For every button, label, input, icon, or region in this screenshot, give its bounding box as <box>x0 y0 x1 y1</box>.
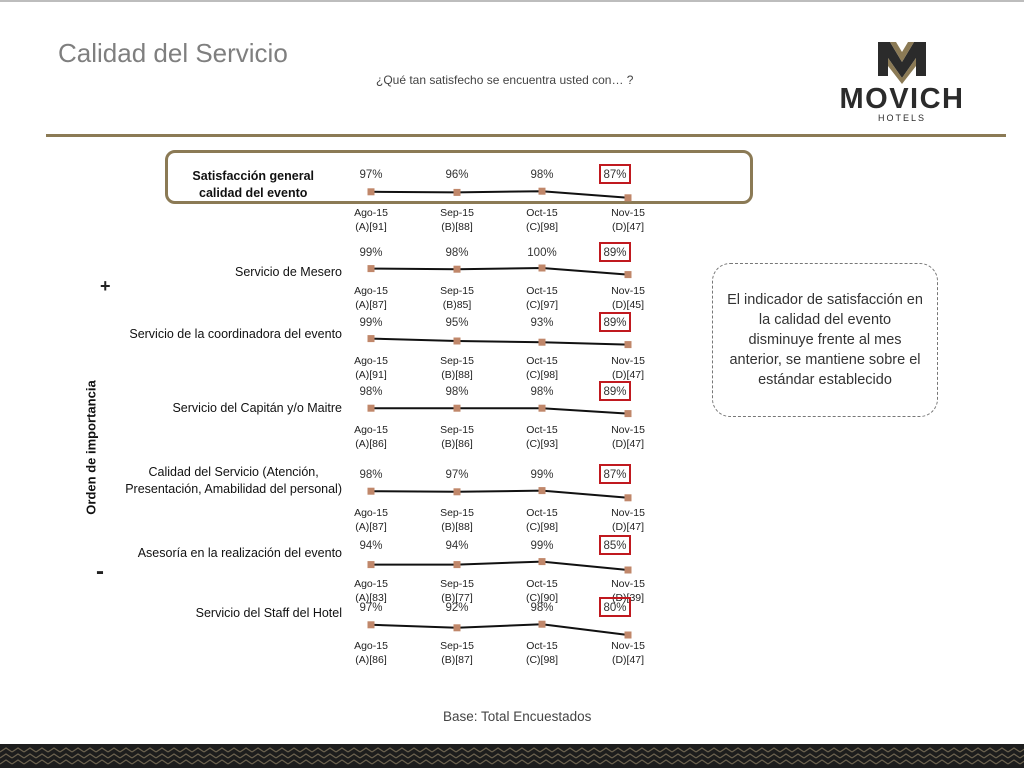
row-label-2: Servicio de la coordinadora del evento <box>129 327 342 341</box>
series-1-tick-label-2: Oct-15 <box>526 285 558 297</box>
series-2-tick-label-1: Sep-15 <box>440 355 474 367</box>
series-2-value-label-1: 95% <box>445 317 469 329</box>
series-3-base-label-3: (D)[47] <box>611 438 645 450</box>
series-1-value-label-2: 100% <box>527 247 557 259</box>
row-label-6: Servicio del Staff del Hotel <box>195 606 342 620</box>
series-6-base-label-3: (D)[47] <box>611 654 645 666</box>
series-5-tick-label-0: Ago-15 <box>354 578 388 590</box>
series-1-tick-label-3: Nov-15 <box>611 285 645 297</box>
series-5-point-0 <box>368 561 375 568</box>
series-5-value-label-1: 94% <box>445 540 469 552</box>
series-0-value-label-3: 87% <box>603 169 627 181</box>
series-5-value-label-3: 85% <box>603 540 627 552</box>
series-0-tick-label-2: Oct-15 <box>526 207 558 219</box>
series-0-base-label-1: (B)[88] <box>441 221 473 233</box>
series-5-tick-label-2: Oct-15 <box>526 578 558 590</box>
survey-question: ¿Qué tan satisfecho se encuentra usted con… ? <box>376 73 634 87</box>
series-3-base-label-1: (B)[86] <box>441 438 473 450</box>
series-5-point-3 <box>625 567 632 574</box>
series-4-line <box>371 491 628 498</box>
row-label-5: Asesoría en la realización del evento <box>137 546 342 560</box>
series-6-point-1 <box>454 624 461 631</box>
importance-axis-label: Orden de importancia <box>83 380 99 515</box>
series-2-base-label-0: (A)[91] <box>355 369 387 381</box>
series-1-base-label-0: (A)[87] <box>355 299 387 311</box>
series-5-line <box>371 562 628 570</box>
series-5-point-1 <box>454 561 461 568</box>
series-6-point-0 <box>368 621 375 628</box>
insight-callout-text: El indicador de satisfacción en la calidad del evento disminuye frente al mes anterior, se mantiene sobre el estándar establecido <box>727 292 923 388</box>
series-1-value-label-0: 99% <box>359 247 383 259</box>
row-label-4-line2: Presentación, Amabilidad del personal) <box>125 482 342 496</box>
series-3-tick-label-2: Oct-15 <box>526 424 558 436</box>
series-4-base-label-0: (A)[87] <box>355 521 387 533</box>
series-3-point-3 <box>625 410 632 417</box>
series-5-tick-label-1: Sep-15 <box>440 578 474 590</box>
series-6-value-label-3: 80% <box>603 602 627 614</box>
series-0-base-label-0: (A)[91] <box>355 221 387 233</box>
base-note: Base: Total Encuestados <box>443 709 592 724</box>
series-0-point-3 <box>625 194 632 201</box>
series-0-tick-label-1: Sep-15 <box>440 207 474 219</box>
series-2-point-0 <box>368 335 375 342</box>
series-6-point-3 <box>625 632 632 639</box>
series-3-point-1 <box>454 405 461 412</box>
series-0-tick-label-3: Nov-15 <box>611 207 645 219</box>
series-3-tick-label-0: Ago-15 <box>354 424 388 436</box>
series-3-point-0 <box>368 405 375 412</box>
series-1-point-3 <box>625 271 632 278</box>
series-0-tick-label-0: Ago-15 <box>354 207 388 219</box>
series-2-base-label-1: (B)[88] <box>441 369 473 381</box>
series-4-tick-label-1: Sep-15 <box>440 507 474 519</box>
series-2-tick-label-3: Nov-15 <box>611 355 645 367</box>
series-1-base-label-2: (C)[97] <box>525 299 559 311</box>
plus-sign: + <box>100 276 111 296</box>
series-3-tick-label-1: Sep-15 <box>440 424 474 436</box>
series-6-value-label-2: 98% <box>530 602 554 614</box>
series-4-point-2 <box>539 487 546 494</box>
series-6-base-label-0: (A)[86] <box>355 654 387 666</box>
series-3-base-label-0: (A)[86] <box>355 438 387 450</box>
series-2-value-label-3: 89% <box>603 317 627 329</box>
page-title: Calidad del Servicio <box>58 38 288 68</box>
footer-pattern <box>0 744 1024 768</box>
row-label-4-line1: Calidad del Servicio (Atención, <box>148 465 319 479</box>
insight-callout <box>712 263 938 417</box>
series-6-tick-label-0: Ago-15 <box>354 640 388 652</box>
series-6-point-2 <box>539 621 546 628</box>
series-0-value-label-0: 97% <box>359 169 383 181</box>
series-4-tick-label-0: Ago-15 <box>354 507 388 519</box>
series-3-line <box>371 408 628 413</box>
series-5-base-label-1: (B)[77] <box>441 592 473 604</box>
series-0-point-2 <box>539 188 546 195</box>
series-5-base-label-3: (D)[39] <box>611 592 645 604</box>
series-2-tick-label-2: Oct-15 <box>526 355 558 367</box>
series-4-value-label-2: 99% <box>530 469 554 481</box>
series-4-base-label-3: (D)[47] <box>611 521 645 533</box>
series-2-point-3 <box>625 341 632 348</box>
series-5-value-label-0: 94% <box>359 540 383 552</box>
series-1-point-0 <box>368 265 375 272</box>
series-2-tick-label-0: Ago-15 <box>354 355 388 367</box>
series-4-base-label-2: (C)[98] <box>525 521 559 533</box>
series-3-value-label-0: 98% <box>359 386 383 398</box>
series-0-value-label-2: 98% <box>530 169 554 181</box>
series-3-value-label-2: 98% <box>530 386 554 398</box>
series-6-tick-label-2: Oct-15 <box>526 640 558 652</box>
row-label-3: Servicio del Capitán y/o Maitre <box>172 401 342 415</box>
series-4-point-1 <box>454 488 461 495</box>
series-4-point-0 <box>368 488 375 495</box>
logo-sub-text: HOTELS <box>877 113 927 123</box>
series-4-value-label-0: 98% <box>359 469 383 481</box>
series-5-value-label-2: 99% <box>530 540 554 552</box>
series-0-line <box>371 191 628 198</box>
series-5-tick-label-3: Nov-15 <box>611 578 645 590</box>
series-4-tick-label-3: Nov-15 <box>611 507 645 519</box>
row-label-0-line1: Satisfacción general <box>192 169 314 183</box>
series-3-base-label-2: (C)[93] <box>525 438 559 450</box>
series-6-tick-label-1: Sep-15 <box>440 640 474 652</box>
series-2-value-label-2: 93% <box>530 317 554 329</box>
series-4-base-label-1: (B)[88] <box>441 521 473 533</box>
series-4-tick-label-2: Oct-15 <box>526 507 558 519</box>
series-6-value-label-1: 92% <box>445 602 469 614</box>
series-0-point-1 <box>454 189 461 196</box>
series-5-base-label-2: (C)[90] <box>525 592 559 604</box>
series-1-tick-label-1: Sep-15 <box>440 285 474 297</box>
series-5-point-2 <box>539 558 546 565</box>
series-4-point-3 <box>625 494 632 501</box>
series-1-tick-label-0: Ago-15 <box>354 285 388 297</box>
series-1-value-label-3: 89% <box>603 247 627 259</box>
row-label-1: Servicio de Mesero <box>235 265 342 279</box>
series-3-value-label-3: 89% <box>603 386 627 398</box>
series-3-point-2 <box>539 405 546 412</box>
series-1-line <box>371 268 628 275</box>
series-3-tick-label-3: Nov-15 <box>611 424 645 436</box>
series-4-value-label-1: 97% <box>445 469 469 481</box>
series-1-value-label-1: 98% <box>445 247 469 259</box>
series-2-base-label-3: (D)[47] <box>611 369 645 381</box>
series-2-point-1 <box>454 338 461 345</box>
series-6-base-label-1: (B)[87] <box>441 654 473 666</box>
series-1-point-1 <box>454 266 461 273</box>
series-1-base-label-3: (D)[45] <box>611 299 645 311</box>
series-2-line <box>371 339 628 345</box>
series-6-base-label-2: (C)[98] <box>525 654 559 666</box>
series-6-value-label-0: 97% <box>359 602 383 614</box>
logo-brand-text: MOVICH <box>839 83 965 115</box>
series-0-value-label-1: 96% <box>445 169 469 181</box>
series-1-base-label-1: (B)85] <box>442 299 472 311</box>
minus-sign: - <box>96 558 104 585</box>
series-4-value-label-3: 87% <box>603 469 627 481</box>
series-1-point-2 <box>539 265 546 272</box>
row-label-0-line2: calidad del evento <box>199 186 308 200</box>
series-0-base-label-3: (D)[47] <box>611 221 645 233</box>
series-2-value-label-0: 99% <box>359 317 383 329</box>
series-0-base-label-2: (C)[98] <box>525 221 559 233</box>
series-6-line <box>371 624 628 635</box>
series-6-tick-label-3: Nov-15 <box>611 640 645 652</box>
series-0-point-0 <box>368 188 375 195</box>
series-2-point-2 <box>539 339 546 346</box>
series-2-base-label-2: (C)[98] <box>525 369 559 381</box>
series-3-value-label-1: 98% <box>445 386 469 398</box>
series-5-base-label-0: (A)[83] <box>355 592 387 604</box>
